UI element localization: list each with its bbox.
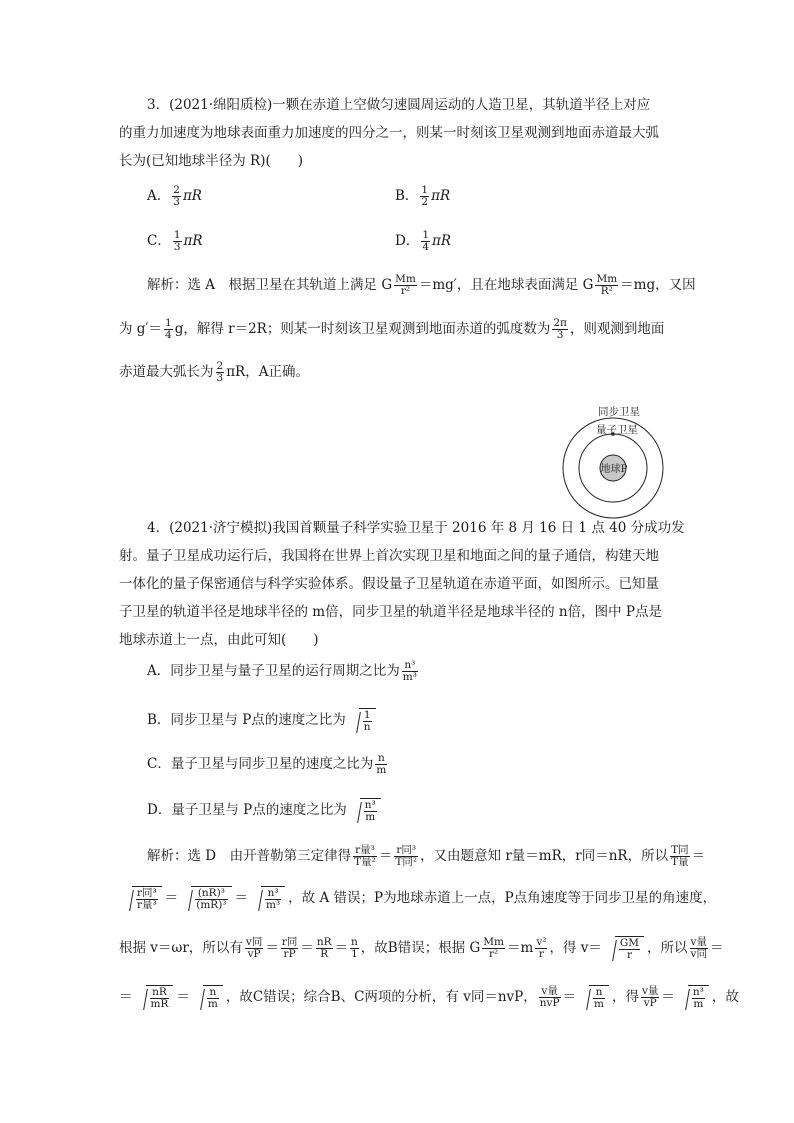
option-label: D．: [395, 233, 420, 249]
q4-option-a[interactable]: A．同步卫星与量子卫星的运行周期之比为 $\frac{\text{n³}}{\text{m³}}$: [147, 659, 417, 683]
square-root: $\frac{\text{n³}}{m}$: [350, 798, 381, 823]
option-label: B．: [395, 188, 419, 204]
q4-stem-line-2: 射。量子卫星成功运行后，我国将在世界上首次实现卫星和地面之间的量子通信，构建天地: [119, 548, 659, 564]
q4-option-d[interactable]: D．量子卫星与 P点的速度之比为 $\frac{\text{n³}}{m}$: [147, 798, 384, 823]
fraction: $\frac{1}{4}$: [422, 229, 430, 253]
orbit-diagram: [555, 400, 675, 520]
fraction: $\frac{\text{n³}}{\text{m³}}$: [402, 659, 417, 683]
q4-option-c[interactable]: C．量子卫星与同步卫星的速度之比为 $\frac{n}{m}$: [147, 752, 387, 776]
q4-stem-line-3: 一体化的量子保密通信与科学实验体系。假设量子卫星轨道在赤道平面，如图所示。已知量: [119, 576, 659, 592]
q3-option-c[interactable]: C． $\frac{1}{3}$ πR: [147, 229, 203, 253]
fraction: $\frac{n}{m}$: [376, 752, 387, 776]
q3-stem-line-2: 的重力加速度为地球表面重力加速度的四分之一，则某一时刻该卫星观测到地面赤道最大弧: [119, 125, 659, 141]
q4-solution-line-4: ＝ $\frac{nR}{mR}$ ＝ $\frac{n}{m}$ ，故C错误；综合B、C两项的分析，有 v同＝nvP， $\frac{\text{v量}}{\text{nvP}}$ ＝ $\frac{n}{m}$ ，得 $\frac{\text{v量}}{vP}$ ＝ $\frac{\text{n³}}{m}$ ，故: [119, 985, 739, 1010]
q4-option-b[interactable]: B．同步卫星与 P点的速度之比为 $\frac{1}{n}$: [147, 708, 379, 733]
q3-option-a[interactable]: A． $\frac{2}{3}$ πR: [147, 184, 202, 208]
q4-stem-line-1: 4．(2021·济宁模拟)我国首颗量子科学实验卫星于 2016 年 8 月 16 日 1 点 40 分成功发: [147, 520, 685, 536]
q3-solution-line-1: 解析：选 A 根据卫星在其轨道上满足 G $\frac{Mm}{\text{r²}}$ ＝mg′，且在地球表面满足 G $\frac{Mm}{\text{R²}}$ ＝mg，又因: [147, 273, 696, 297]
q3-stem-line-1: 3．(2021·绵阳质检)一颗在赤道上空做匀速圆周运动的人造卫星，其轨道半径上对应: [147, 97, 651, 113]
option-label: A．: [147, 188, 171, 204]
square-root: $\frac{1}{n}$: [349, 708, 376, 733]
q4-solution-line-1: 解析：选 D 由开普勒第三定律得 $\frac{\text{r量³}}{\text{T量²}}$ ＝ $\frac{\text{r同³}}{\text{T同²}}$ ，又由题意知 r量＝mR，r同＝nR，所以 $\frac{\text{T同}}{\text{T量}}$ ＝: [147, 844, 706, 868]
q3-option-d[interactable]: D． $\frac{1}{4}$ πR: [395, 229, 452, 253]
q3-stem-line-3: 长为(已知地球半径为 R)( ): [119, 153, 304, 169]
q3-option-b[interactable]: B． $\frac{1}{2}$ πR: [395, 184, 451, 208]
earth-label: 地球P: [600, 464, 628, 475]
q4-stem-line-4: 子卫星的轨道半径是地球半径的 m倍，同步卫星的轨道半径是地球半径的 n倍，图中 P点是: [119, 604, 662, 620]
fraction: $\frac{1}{3}$: [173, 229, 181, 253]
synchronous-satellite-label: 同步卫星: [598, 406, 640, 418]
option-label: C．: [147, 233, 171, 249]
fraction: $\frac{2}{3}$: [173, 184, 180, 208]
q4-solution-line-2: $\frac{\text{r同³}}{\text{r量³}}$ ＝ $\frac{\text{(nR)³}}{\text{(mR)³}}$ ＝ $\frac{\text{n³}}{\text{m³}}$ ，故 A 错误；P为地球赤道上一点，P点角速度等于同步卫星的角速度，: [119, 886, 716, 911]
fraction: $\frac{1}{2}$: [421, 184, 429, 208]
quantum-satellite-label: 量子卫星: [596, 424, 638, 436]
q4-solution-line-3: 根据 v＝ωr，所以有 $\frac{\text{v同}}{vP}$ ＝ $\frac{\text{r同}}{rP}$ ＝ $\frac{nR}{R}$ ＝ $\frac{n}{1}$ ，故B错误；根据 G $\frac{Mm}{\text{r²}}$ ＝m $\frac{\text{v²}}{r}$ ，得 v＝ $\frac{GM}{r}$ ，所以 $\frac{\text{v量}}{\text{v同}}$ ＝: [119, 936, 724, 961]
q3-solution-line-3: 赤道最大弧长为 $\frac{2}{3}$ πR，A正确。: [119, 360, 309, 384]
q3-solution-line-2: 为 g′＝ $\frac{1}{4}$ g，解得 r＝2R；则某一时刻该卫星观测到地面赤道的弧度数为 $\frac{2\pi}{3}$ ，则观测到地面: [119, 317, 665, 341]
q4-stem-line-5: 地球赤道上一点，由此可知( ): [119, 632, 319, 648]
